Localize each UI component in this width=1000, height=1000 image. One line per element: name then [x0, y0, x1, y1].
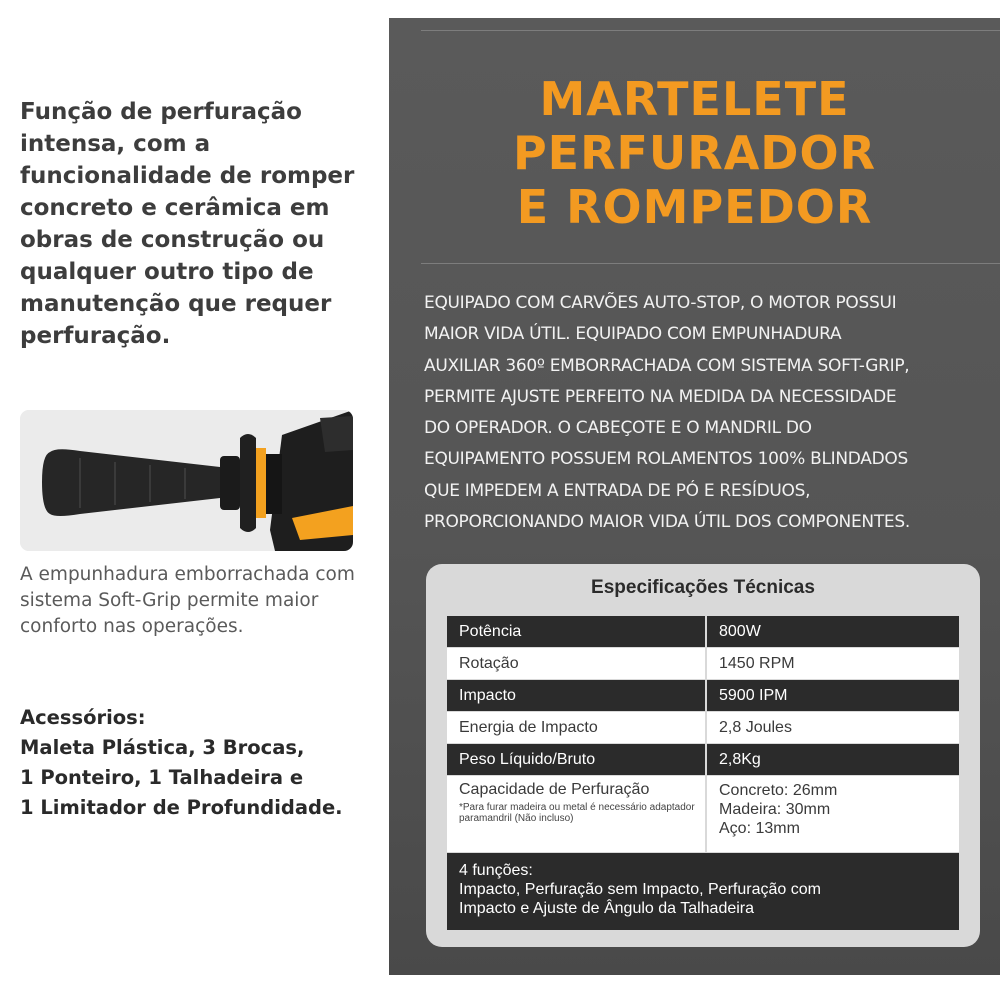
headline	[389, 72, 1000, 234]
spec-title: Especificações Técnicas	[591, 577, 815, 598]
spec-label: Potência	[447, 616, 707, 647]
accessories-line: Acessórios:	[20, 706, 146, 729]
functions-line: Impacto, Perfuração sem Impacto, Perfuração com	[459, 881, 821, 898]
divider	[421, 263, 1000, 264]
functions-row	[447, 853, 959, 930]
spec-value	[707, 776, 959, 852]
spec-row	[447, 648, 959, 680]
description-line: EQUIPADO COM CARVÕES AUTO-STOP, O MOTOR POSSUI	[424, 293, 897, 313]
capacity-label: Capacidade de Perfuração	[459, 781, 650, 798]
capacity-value: Aço: 13mm	[719, 820, 800, 837]
accessories-line: Maleta Plástica, 3 Brocas,	[20, 736, 305, 759]
spec-value: 800W	[719, 622, 761, 640]
capacity-note: *Para furar madeira ou metal é necessário adaptador paramandril (Não incluso)	[459, 802, 695, 824]
functions-line: Impacto e Ajuste de Ângulo da Talhadeira	[459, 900, 755, 917]
description-line: QUE IMPEDEM A ENTRADA DE PÓ E RESÍDUOS,	[424, 480, 811, 501]
divider	[421, 30, 1000, 31]
accessories-block	[20, 703, 385, 823]
spec-value: 2,8Kg	[719, 750, 761, 768]
capacity-value: Concreto: 26mm	[719, 782, 838, 799]
spec-label: Energia de Impacto	[447, 712, 707, 743]
handle-image	[20, 410, 353, 551]
spec-label: Impacto	[447, 680, 707, 711]
spec-row	[447, 744, 959, 776]
description-line: PROPORCIONANDO MAIOR VIDA ÚTIL DOS COMPONENTES.	[424, 512, 910, 533]
spec-label	[447, 776, 707, 852]
product-panel	[389, 18, 1000, 975]
description	[424, 288, 999, 538]
spec-card	[426, 564, 980, 947]
accessories-line: 1 Limitador de Profundidade.	[20, 796, 343, 819]
spec-label: Peso Líquido/Bruto	[447, 744, 707, 775]
spec-row	[447, 680, 959, 712]
headline-line: E ROMPEDOR	[516, 180, 873, 234]
description-line: DO OPERADOR. O CABEÇOTE E O MANDRIL DO	[424, 418, 812, 439]
description-line: PERMITE AJUSTE PERFEITO NA MEDIDA DA NECESSIDADE	[424, 386, 897, 407]
spec-table	[447, 616, 959, 930]
handle-caption: A empunhadura emborrachada com sistema Soft-Grip permite maior conforto nas operações.	[20, 564, 355, 637]
spec-value: 5900 IPM	[719, 686, 788, 704]
spec-value: 1450 RPM	[719, 654, 795, 672]
functions-line: 4 funções:	[459, 862, 533, 879]
description-line: EQUIPAMENTO POSSUEM ROLAMENTOS 100% BLINDADOS	[424, 449, 908, 470]
spec-row	[447, 616, 959, 648]
description-line: AUXILIAR 360º EMBORRACHADA COM SISTEMA SOFT-GRIP,	[424, 355, 910, 376]
description-line: MAIOR VIDA ÚTIL. EQUIPADO COM EMPUNHADURA	[424, 324, 842, 345]
spec-label: Rotação	[447, 648, 707, 679]
headline-line: MARTELETE	[539, 72, 850, 126]
accessories-line: 1 Ponteiro, 1 Talhadeira e	[20, 766, 304, 789]
capacity-value: Madeira: 30mm	[719, 801, 831, 818]
spec-row-capacity	[447, 776, 959, 853]
headline-line: PERFURADOR	[512, 126, 877, 180]
spec-row	[447, 712, 959, 744]
spec-value: 2,8 Joules	[719, 718, 792, 736]
intro-text: Função de perfuração intensa, com a funcionalidade de romper concreto e cerâmica em obras de construção ou qualquer outro tipo de manutenção que requer perfuração.	[20, 99, 355, 349]
rubber-grip-handle-illustration	[20, 410, 353, 551]
